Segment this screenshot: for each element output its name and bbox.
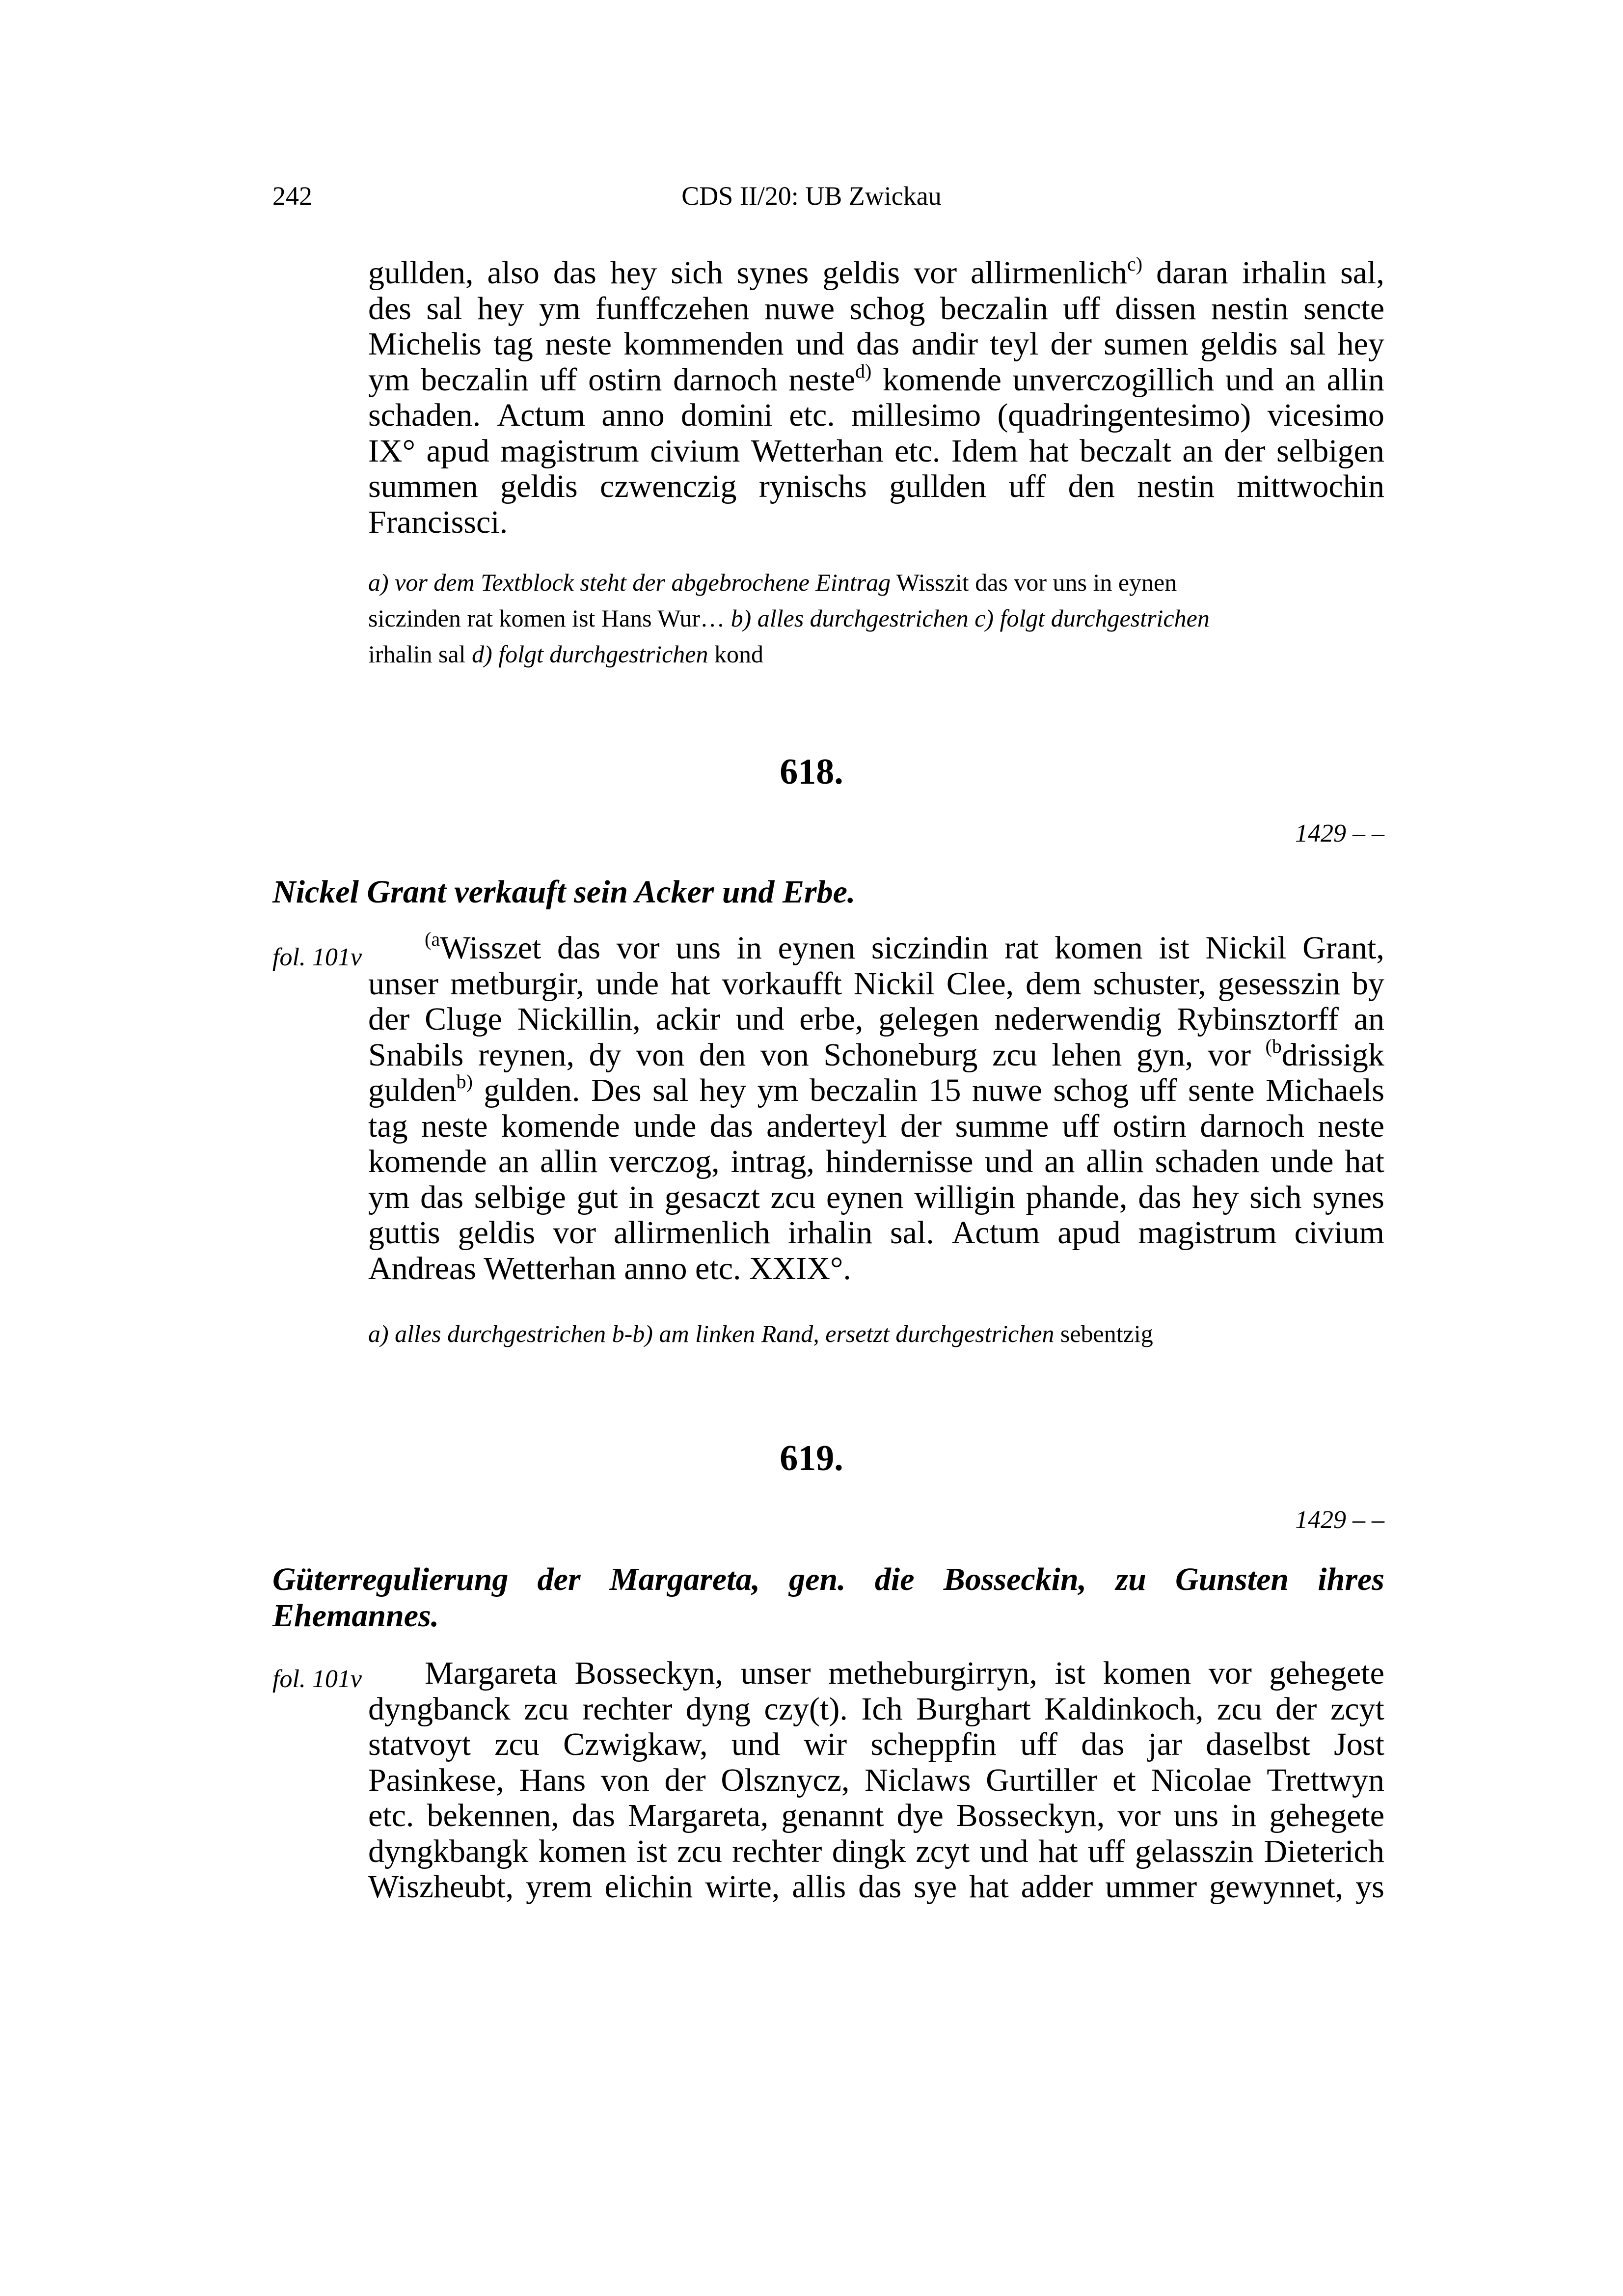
running-title: CDS II/20: UB Zwickau — [681, 181, 942, 211]
footnote-line: a) vor dem Textblock steht der abgebrochene Eintrag Wisszit das vor uns in eynen — [368, 569, 1177, 596]
text-line: Andreas Wetterhan anno etc. XXIX°. — [368, 1250, 851, 1286]
text-line: Francissci. — [368, 504, 508, 540]
text-line: ym beczalin uff ostirn darnoch neste$^{d)}$ komende unverczogillich und an allin — [368, 359, 1384, 398]
text-line: unser metburgir, unde hat vorkaufft Nickil Clee, dem schuster, gesesszin by — [368, 965, 1384, 1002]
footnotes-617 — [368, 565, 1384, 672]
document-date: 1429 – – — [1295, 1506, 1384, 1534]
text-line: Wiszheubt, yrem elichin wirte, allis das sye hat adder ummer gewynnet, ys — [368, 1869, 1384, 1905]
page-number: 242 — [272, 181, 312, 211]
text-line: guttis geldis vor allirmenlich irhalin sal. Actum apud magistrum civium — [368, 1215, 1384, 1251]
footnote-line: a) alles durchgestrichen b-b) am linken Rand, ersetzt durchgestrichen sebentzig — [368, 1320, 1153, 1347]
text-line: gullden, also das hey sich synes geldis vor allirmenlich$^{c)}$ daran irhalin sal, — [368, 253, 1384, 291]
text-line: statvoyt zcu Czwigkaw, und wir scheppfin uff das jar daselbst Jost — [368, 1726, 1384, 1762]
footnote-ref: (b — [1265, 1035, 1282, 1057]
regest-title: Güterregulierung der Margareta, gen. die Bosseckin, zu Gunsten ihres — [272, 1561, 1384, 1597]
document-number: 618. — [780, 752, 843, 792]
text-line: dyngbanck zcu rechter dyng czy(t). Ich Burghart Kaldinkoch, zcu der zcyt — [368, 1691, 1384, 1727]
text-line: Snabils reynen, dy von den von Schoneburg zcu lehen gyn, vor $^{(b}$drissigk — [368, 1035, 1384, 1073]
text-line: tag neste komende unde das anderteyl der summe uff ostirn darnoch neste — [368, 1108, 1384, 1144]
text-line: ym das selbige gut in gesaczt zcu eynen willigin phande, das hey sich synes — [368, 1179, 1384, 1215]
document-regest — [272, 1561, 1384, 1634]
footnote-ref: c) — [1127, 253, 1143, 275]
document-number: 619. — [780, 1438, 843, 1478]
text-line: komende an allin verczog, intrag, hindernisse und an allin schaden unde hat — [368, 1144, 1384, 1179]
text-line: $^{(a}$Wisszet das vor uns in eynen siczindin rat komen ist Nickil Grant, — [425, 928, 1384, 966]
text-line: Michelis tag neste kommenden und das andir teyl der sumen geldis sal hey — [368, 326, 1384, 362]
continuation-text — [368, 255, 1384, 540]
regest-title: Nickel Grant verkauft sein Acker und Erbe. — [272, 874, 856, 910]
text-line: IX° apud magistrum civium Wetterhan etc. Idem hat beczalt an der selbigen — [368, 433, 1384, 469]
text-line: summen geldis czwenczig rynischs gullden uff den nestin mittwochin — [368, 468, 1384, 504]
entry-text — [368, 1656, 1384, 1905]
folio-reference: fol. 101v — [272, 1665, 362, 1693]
footnote-ref: d) — [855, 359, 872, 382]
footnote-line: irhalin sal d) folgt durchgestrichen kond — [368, 640, 763, 668]
document-regest — [272, 874, 1384, 910]
text-line: etc. bekennen, das Margareta, genannt dye Bosseckyn, vor uns in gehegete — [368, 1798, 1384, 1833]
text-line: dyngkbangk komen ist zcu rechter dingk zcyt und hat uff gelasszin Dieterich — [368, 1833, 1384, 1869]
regest-title-continued: Ehemannes. — [272, 1598, 439, 1634]
text-line: des sal hey ym funffczehen nuwe schog beczalin uff dissen nestin sencte — [368, 290, 1384, 327]
footnote-ref: (a — [425, 928, 440, 950]
text-line: Margareta Bosseckyn, unser metheburgirryn, ist komen vor gehegete — [425, 1655, 1384, 1691]
text-line: Pasinkese, Hans von der Olsznycz, Niclaws Gurtiller et Nicolae Trettwyn — [368, 1762, 1384, 1798]
text-line: der Cluge Nickillin, ackir und erbe, gelegen nederwendig Rybinsztorff an — [368, 1001, 1384, 1037]
text-line: gulden$^{b)}$ gulden. Des sal hey ym beczalin 15 nuwe schog uff sente Michaels — [368, 1070, 1384, 1108]
footnote-ref: b) — [456, 1070, 473, 1093]
footnotes-618 — [368, 1316, 1384, 1352]
document-date: 1429 – – — [1295, 820, 1384, 847]
text-line: schaden. Actum anno domini etc. millesimo (quadringentesimo) vicesimo — [368, 397, 1384, 433]
footnote-line: siczinden rat komen ist Hans Wur… b) alles durchgestrichen c) folgt durchgestrichen — [368, 604, 1210, 632]
folio-reference: fol. 101v — [272, 943, 362, 971]
running-header — [272, 181, 1351, 215]
entry-text — [368, 930, 1384, 1286]
